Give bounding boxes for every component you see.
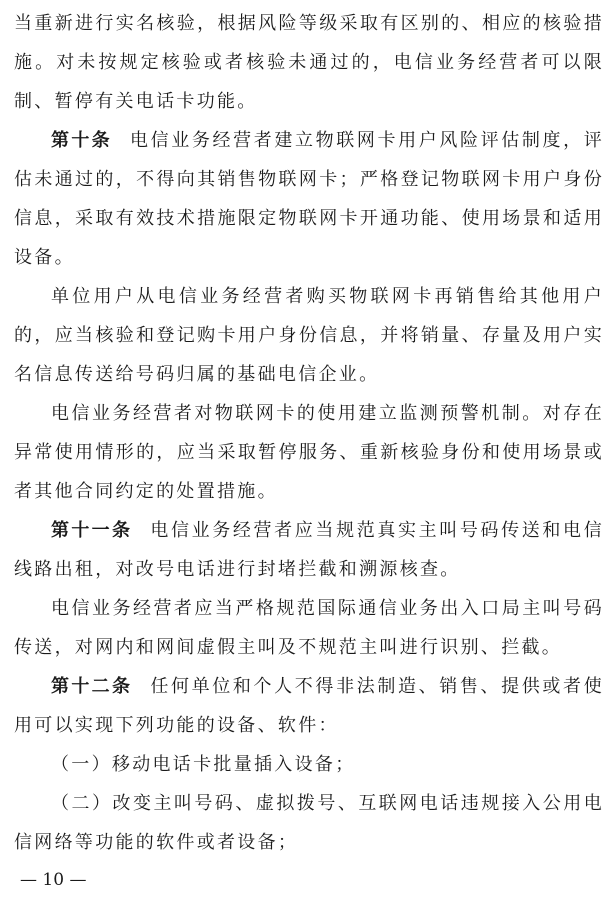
paragraph-article-12	[14, 667, 604, 745]
list-item-2	[14, 784, 604, 862]
paragraph-text: 任何单位和个人不得非法制造、销售、提供或者使用可以实现下列功能的设备、软件：	[14, 676, 604, 736]
paragraph-6	[14, 589, 604, 667]
paragraph-text: 电信业务经营者对物联网卡的使用建立监测预警机制。对存在异常使用情形的，应当采取暂停服务、重新核验身份和使用场景或者其他合同约定的处置措施。	[14, 403, 604, 502]
paragraph-article-10	[14, 121, 604, 277]
article-number: 第十一条	[51, 520, 133, 541]
article-number: 第十条	[51, 130, 112, 151]
paragraph-article-11	[14, 511, 604, 589]
paragraph-text: （二）改变主叫号码、虚拟拨号、互联网电话违规接入公用电信网络等功能的软件或者设备；	[14, 793, 604, 853]
paragraph-1	[14, 4, 604, 121]
paragraph-text: 电信业务经营者应当严格规范国际通信业务出入口局主叫号码传送，对网内和网间虚假主叫及不规范主叫进行识别、拦截。	[14, 598, 604, 658]
paragraph-3	[14, 277, 604, 394]
paragraph-text: 电信业务经营者应当规范真实主叫号码传送和电信线路出租，对改号电话进行封堵拦截和溯源核查。	[14, 520, 604, 580]
list-item-1	[14, 745, 604, 784]
article-number: 第十二条	[51, 676, 133, 697]
paragraph-text: （一）移动电话卡批量插入设备；	[51, 754, 356, 775]
page-number: — 10 —	[20, 870, 87, 890]
body-text	[14, 4, 604, 862]
paragraph-text: 当重新进行实名核验，根据风险等级采取有区别的、相应的核验措施。对未按规定核验或者核验未通过的，电信业务经营者可以限制、暂停有关电话卡功能。	[14, 13, 604, 112]
paragraph-text: 单位用户从电信业务经营者购买物联网卡再销售给其他用户的，应当核验和登记购卡用户身份信息，并将销量、存量及用户实名信息传送给号码归属的基础电信企业。	[14, 286, 604, 385]
paragraph-text: 电信业务经营者建立物联网卡用户风险评估制度，评估未通过的，不得向其销售物联网卡；严格登记物联网卡用户身份信息，采取有效技术措施限定物联网卡开通功能、使用场景和适用设备。	[14, 130, 605, 268]
paragraph-4	[14, 394, 604, 511]
